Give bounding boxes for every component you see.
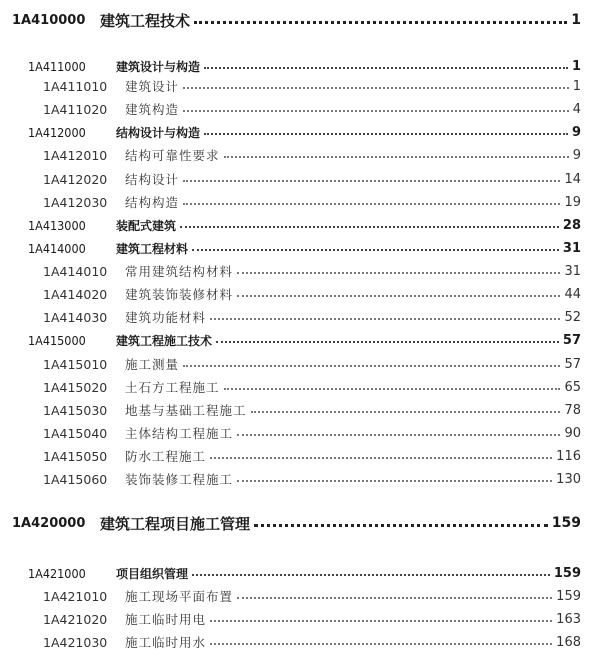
entry-code: 1A415020 xyxy=(43,379,108,395)
entry-title: 建筑工程技术 xyxy=(100,11,191,30)
dot-leader xyxy=(210,643,552,645)
dot-leader xyxy=(183,110,569,112)
entry-page: 31 xyxy=(562,240,581,256)
toc-entry-subsection[interactable] xyxy=(43,192,581,212)
entry-title: 建筑设计 xyxy=(125,79,180,94)
toc-entry-subsection[interactable] xyxy=(43,145,581,165)
entry-title: 地基与基础工程施工 xyxy=(125,403,247,418)
toc-entry-subsection[interactable] xyxy=(43,423,581,443)
dot-leader xyxy=(210,457,552,459)
toc-entry-section[interactable] xyxy=(28,122,581,142)
entry-page: 1 xyxy=(571,58,581,74)
dot-leader xyxy=(237,295,560,297)
toc-entry-subsection[interactable] xyxy=(43,307,581,327)
dot-leader xyxy=(192,574,550,576)
dot-leader xyxy=(237,272,560,274)
toc-entry-section[interactable] xyxy=(28,330,581,350)
entry-page: 130 xyxy=(556,471,581,487)
entry-page: 57 xyxy=(562,332,581,348)
toc-entry-section[interactable] xyxy=(28,56,581,76)
toc-entry-subsection[interactable] xyxy=(43,400,581,420)
dot-leader xyxy=(237,480,552,482)
dot-leader xyxy=(210,318,560,320)
dot-leader xyxy=(183,365,560,367)
entry-code: 1A410000 xyxy=(12,12,86,28)
entry-code: 1A415000 xyxy=(28,332,86,348)
entry-code: 1A415010 xyxy=(43,356,108,372)
entry-code: 1A421000 xyxy=(28,565,86,581)
entry-code: 1A414020 xyxy=(43,286,108,302)
entry-page: 52 xyxy=(564,309,581,325)
entry-code: 1A412030 xyxy=(43,194,108,210)
entry-page: 90 xyxy=(564,425,581,441)
entry-title: 施工测量 xyxy=(125,357,180,372)
entry-title: 建筑功能材料 xyxy=(125,310,207,325)
entry-title: 建筑工程施工技术 xyxy=(116,333,213,348)
entry-code: 1A414000 xyxy=(28,240,86,256)
entry-title: 结构设计与构造 xyxy=(116,125,201,140)
dot-leader xyxy=(224,156,569,158)
toc-entry-subsection[interactable] xyxy=(43,284,581,304)
entry-title: 常用建筑结构材料 xyxy=(125,264,234,279)
entry-page: 168 xyxy=(556,634,581,650)
entry-code: 1A421030 xyxy=(43,634,108,650)
toc-entry-section[interactable] xyxy=(28,563,581,583)
entry-code: 1A415030 xyxy=(43,402,108,418)
entry-page: 4 xyxy=(572,101,581,117)
toc-entry-subsection[interactable] xyxy=(43,354,581,374)
entry-code: 1A420000 xyxy=(12,515,86,531)
toc-entry-part[interactable] xyxy=(12,513,581,533)
entry-code: 1A414030 xyxy=(43,309,108,325)
entry-page: 65 xyxy=(564,379,581,395)
dot-leader xyxy=(183,180,560,182)
entry-page: 31 xyxy=(564,263,581,279)
entry-code: 1A411020 xyxy=(43,101,108,117)
dot-leader xyxy=(183,87,569,89)
toc-entry-subsection[interactable] xyxy=(43,377,581,397)
entry-title: 项目组织管理 xyxy=(116,566,189,581)
toc-entry-section[interactable] xyxy=(28,238,581,258)
entry-title: 结构可靠性要求 xyxy=(125,148,220,163)
entry-title: 施工临时用水 xyxy=(125,635,207,650)
entry-page: 9 xyxy=(571,124,581,140)
toc-entry-subsection[interactable] xyxy=(43,99,581,119)
entry-page: 159 xyxy=(551,515,581,531)
entry-page: 159 xyxy=(556,588,581,604)
entry-code: 1A414010 xyxy=(43,263,108,279)
entry-title: 施工临时用电 xyxy=(125,612,207,627)
entry-page: 1 xyxy=(571,12,581,28)
toc-entry-subsection[interactable] xyxy=(43,632,581,652)
entry-title: 结构设计 xyxy=(125,172,180,187)
entry-code: 1A412010 xyxy=(43,147,108,163)
toc-entry-section[interactable] xyxy=(28,215,581,235)
entry-page: 159 xyxy=(553,565,581,581)
entry-page: 9 xyxy=(572,147,581,163)
dot-leader xyxy=(210,620,552,622)
dot-leader xyxy=(216,341,559,343)
entry-page: 57 xyxy=(564,356,581,372)
entry-page: 116 xyxy=(556,448,581,464)
entry-code: 1A421010 xyxy=(43,588,108,604)
entry-title: 施工现场平面布置 xyxy=(125,589,234,604)
entry-page: 78 xyxy=(564,402,581,418)
entry-code: 1A415060 xyxy=(43,471,108,487)
entry-page: 14 xyxy=(564,171,581,187)
entry-page: 163 xyxy=(556,611,581,627)
entry-title: 建筑装饰装修材料 xyxy=(125,287,234,302)
dot-leader xyxy=(194,21,567,24)
entry-title: 装配式建筑 xyxy=(116,218,177,233)
dot-leader xyxy=(254,524,548,527)
dot-leader xyxy=(251,411,561,413)
entry-title: 建筑构造 xyxy=(125,102,180,117)
entry-title: 建筑工程材料 xyxy=(116,241,189,256)
toc-entry-subsection[interactable] xyxy=(43,446,581,466)
entry-title: 建筑设计与构造 xyxy=(116,59,201,74)
dot-leader xyxy=(183,203,560,205)
dot-leader xyxy=(192,249,559,251)
toc-entry-subsection[interactable] xyxy=(43,76,581,96)
toc-entry-subsection[interactable] xyxy=(43,609,581,629)
dot-leader xyxy=(180,226,559,228)
toc-entry-subsection[interactable] xyxy=(43,469,581,489)
entry-code: 1A413000 xyxy=(28,217,86,233)
entry-title: 结构构造 xyxy=(125,195,180,210)
dot-leader xyxy=(224,388,561,390)
entry-title: 装饰装修工程施工 xyxy=(125,472,234,487)
entry-code: 1A411000 xyxy=(28,58,86,74)
entry-title: 土石方工程施工 xyxy=(125,380,220,395)
entry-title: 建筑工程项目施工管理 xyxy=(100,514,251,533)
entry-code: 1A415050 xyxy=(43,448,108,464)
entry-title: 防水工程施工 xyxy=(125,449,207,464)
entry-code: 1A411010 xyxy=(43,78,108,94)
toc-entry-part[interactable] xyxy=(12,10,581,30)
entry-page: 44 xyxy=(564,286,581,302)
dot-leader xyxy=(237,434,560,436)
dot-leader xyxy=(204,133,568,135)
dot-leader xyxy=(237,597,552,599)
entry-title: 主体结构工程施工 xyxy=(125,426,234,441)
toc-entry-subsection[interactable] xyxy=(43,261,581,281)
entry-code: 1A415040 xyxy=(43,425,108,441)
toc-entry-subsection[interactable] xyxy=(43,169,581,189)
dot-leader xyxy=(204,67,568,69)
entry-page: 1 xyxy=(572,78,581,94)
entry-page: 19 xyxy=(564,194,581,210)
entry-page: 28 xyxy=(562,217,581,233)
entry-code: 1A412020 xyxy=(43,171,108,187)
entry-code: 1A412000 xyxy=(28,124,86,140)
toc-entry-subsection[interactable] xyxy=(43,586,581,606)
entry-code: 1A421020 xyxy=(43,611,108,627)
